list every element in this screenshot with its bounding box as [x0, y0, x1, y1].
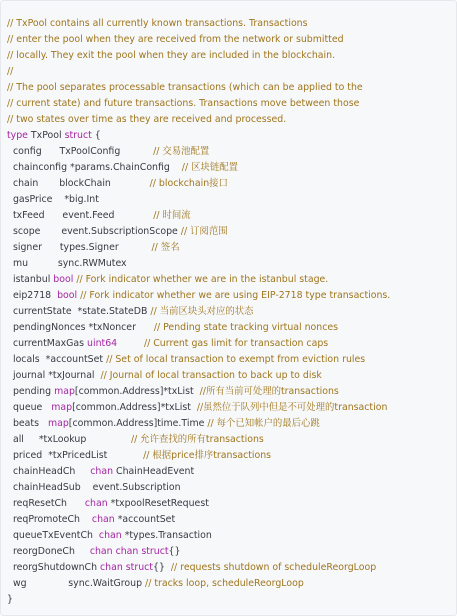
code-line [7, 112, 456, 128]
code-comment: // 交易池配置 [153, 146, 210, 157]
code-line [7, 144, 456, 160]
code-token: reorgShutdownCh [7, 562, 101, 573]
code-line [7, 256, 456, 272]
code-token: {} [168, 546, 181, 557]
code-line [7, 128, 456, 144]
code-token: [common.Address]*txList [74, 386, 200, 397]
code-comment: // 根据price排序transactions [143, 450, 272, 461]
code-token: all *txLookup [7, 434, 131, 445]
code-comment: // 当前区块头对应的状态 [150, 306, 254, 317]
code-line [7, 400, 456, 416]
code-token [117, 338, 144, 349]
code-token: gasPrice *big.Int [7, 194, 99, 205]
code-token: [common.Address]time.Time [68, 418, 208, 429]
code-comment: // blockchain接口 [149, 178, 228, 189]
code-token: ChainHeadEvent [113, 466, 195, 477]
code-comment: // enter the pool when they are received from the network or submitted [7, 34, 344, 45]
code-token: queue [7, 402, 52, 413]
code-line [7, 352, 456, 368]
code-line [7, 384, 456, 400]
code-keyword: type [7, 130, 28, 141]
code-keyword: chan [84, 498, 108, 509]
code-comment: // 签名 [151, 242, 180, 253]
code-keyword: map [51, 402, 73, 413]
code-token: pending [7, 386, 55, 397]
code-line [7, 160, 456, 176]
code-line [7, 480, 456, 496]
code-token: queueTxEventCh [7, 530, 99, 541]
code-comment: // 每个已知帐户的最后心跳 [207, 418, 320, 429]
code-comment: // 时间流 [153, 210, 191, 221]
code-token: locals *accountSet [7, 354, 107, 365]
code-keyword: bool [57, 290, 78, 301]
code-token: { [91, 130, 101, 141]
code-line [7, 528, 456, 544]
code-keyword: bool [53, 274, 74, 285]
code-line [7, 176, 456, 192]
code-text [7, 16, 456, 608]
code-token: chain blockChain [7, 178, 150, 189]
code-line [7, 464, 456, 480]
code-comment: // Fork indicator whether we are using EIP-2718 type transactions. [80, 290, 391, 301]
code-line [7, 368, 456, 384]
code-line [7, 96, 456, 112]
code-comment: // 允许查找的所有transactions [131, 434, 264, 445]
code-comment: // requests shutdown of scheduleReorgLoop [170, 562, 377, 573]
code-line [7, 288, 456, 304]
code-comment: // two states over time as they are received and processed. [7, 114, 287, 125]
code-keyword: map [54, 386, 75, 397]
code-keyword: chan chan struct [89, 546, 169, 557]
code-token: *txpoolResetRequest [107, 498, 209, 509]
code-keyword: chan [98, 530, 122, 541]
code-keyword: uint64 [87, 338, 118, 349]
code-token: eip2718 [7, 290, 58, 301]
code-token: mu sync.RWMutex [7, 258, 127, 269]
code-comment: // 区块链配置 [181, 162, 238, 173]
code-keyword: map [47, 418, 69, 429]
code-token: reqResetCh [7, 498, 85, 509]
code-keyword: chan [91, 514, 115, 525]
code-comment: // current state) and future transactions. Transactions move between those [7, 98, 360, 109]
code-token: journal *txJournal [7, 370, 101, 381]
code-line [7, 64, 456, 80]
code-token: istanbul [7, 274, 54, 285]
code-comment: // Fork indicator whether we are in the istanbul stage. [76, 274, 329, 285]
code-line [7, 496, 456, 512]
code-token: {} [152, 562, 171, 573]
code-comment: // [7, 66, 14, 77]
code-keyword: struct [64, 130, 92, 141]
code-token: priced *txPricedList [7, 450, 144, 461]
code-token: chainHeadSub event.Subscription [7, 482, 181, 493]
code-keyword: chan struct [100, 562, 153, 573]
code-line [7, 16, 456, 32]
code-line [7, 448, 456, 464]
code-token: beats [7, 418, 48, 429]
code-line [7, 224, 456, 240]
code-line [7, 320, 456, 336]
code-line [7, 512, 456, 528]
code-line [7, 336, 456, 352]
code-comment: //虽然位于队列中但是不可处理的transaction [196, 402, 388, 413]
code-comment: // Journal of local transaction to back up to disk [100, 370, 322, 381]
code-comment: // The pool separates processable transactions (which can be applied to the [7, 82, 363, 93]
code-line [7, 576, 456, 592]
code-line [7, 48, 456, 64]
code-line [7, 80, 456, 96]
code-line [7, 304, 456, 320]
code-line [7, 592, 456, 608]
code-line [7, 432, 456, 448]
code-line [7, 560, 456, 576]
code-token: wg sync.WaitGroup [7, 578, 146, 589]
code-token: *types.Transaction [121, 530, 212, 541]
code-line [7, 544, 456, 560]
code-comment: // tracks loop, scheduleReorgLoop [145, 578, 304, 589]
code-token: currentState *state.StateDB [7, 306, 151, 317]
code-token: config TxPoolConfig [7, 146, 154, 157]
code-comment: // Current gas limit for transaction caps [143, 338, 329, 349]
code-token: currentMaxGas [7, 338, 88, 349]
code-line [7, 272, 456, 288]
code-keyword: chan [90, 466, 114, 477]
code-comment: // Set of local transaction to exempt from eviction rules [106, 354, 366, 365]
code-line [7, 416, 456, 432]
code-token: chainHeadCh [7, 466, 91, 477]
code-line [7, 32, 456, 48]
code-comment: //所有当前可处理的transactions [199, 386, 339, 397]
code-comment: // locally. They exit the pool when they are included in the blockchain. [7, 50, 336, 61]
code-token: txFeed event.Feed [7, 210, 154, 221]
code-token: reorgDoneCh [7, 546, 90, 557]
code-token: signer types.Signer [7, 242, 152, 253]
code-token: [common.Address]*txList [72, 402, 197, 413]
code-comment: // 订阅范围 [180, 226, 228, 237]
code-token: reqPromoteCh [7, 514, 92, 525]
code-token: pendingNonces *txNoncer [7, 322, 154, 333]
code-token: chainconfig *params.ChainConfig [7, 162, 182, 173]
code-token: *accountSet [114, 514, 176, 525]
code-comment: // Pending state tracking virtual nonces [153, 322, 339, 333]
code-line [7, 192, 456, 208]
code-token: } [7, 594, 13, 605]
code-token: scope event.SubscriptionScope [7, 226, 181, 237]
code-comment: // TxPool contains all currently known transactions. Transactions [7, 18, 308, 29]
code-token: TxPool [27, 130, 65, 141]
code-line [7, 240, 456, 256]
code-line [7, 208, 456, 224]
